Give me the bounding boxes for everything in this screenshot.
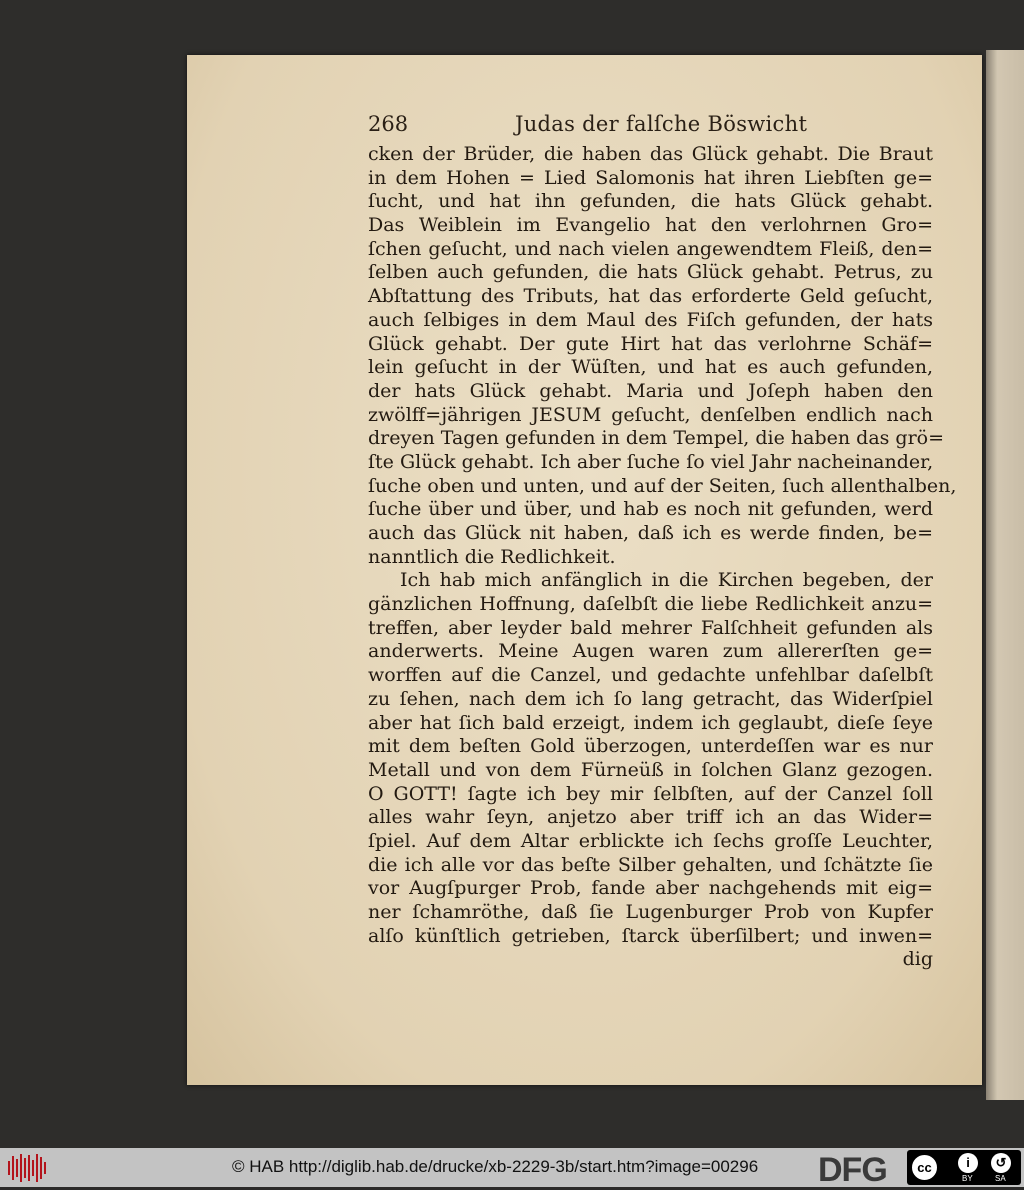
footer-bar xyxy=(0,1148,1024,1187)
attribution-icon: i xyxy=(958,1153,978,1173)
text-line: worffen auf die Canzel, und gedachte unfehlbar daſelbſt xyxy=(368,664,933,687)
adjacent-page-edge xyxy=(986,50,1024,1100)
text-line: Metall und von dem Fürneüß in ſolchen Glanz gezogen. xyxy=(368,758,933,781)
copyright-link[interactable]: © HAB http://diglib.hab.de/drucke/xb-2229-3b/start.htm?image=00296 xyxy=(232,1157,759,1176)
text-line: ſuche über und über, und hab es noch nit gefunden, werd xyxy=(368,498,933,521)
text-line: anderwerts. Meine Augen waren zum allererſten ge= xyxy=(368,640,933,663)
text-line: zu ſehen, nach dem ich ſo lang getracht, das Widerſpiel xyxy=(368,687,933,710)
running-title: Judas der falſche Böswicht xyxy=(515,112,808,136)
text-line: aber hat ſich bald erzeigt, indem ich geglaubt, dieſe ſeye xyxy=(368,711,933,734)
text-line: gänzlichen Hoffnung, daſelbſt die liebe Redlichkeit anzu= xyxy=(368,593,933,616)
text-line: Ich hab mich anfänglich in die Kirchen begeben, der xyxy=(400,569,933,592)
text-line: Das Weiblein im Evangelio hat den verlohrnen Gro= xyxy=(368,214,933,237)
text-line: vor Augſpurger Prob, fande aber nachgehends mit eig= xyxy=(368,877,933,900)
body-text xyxy=(368,143,957,972)
text-line: ſchen geſucht, und nach vielen angewendtem Fleiß, den= xyxy=(368,237,933,260)
text-line: alles wahr ſeyn, anjetzo aber triff ich an das Wider= xyxy=(368,806,933,829)
text-line: ſelben auch gefunden, die hats Glück gehabt. Petrus, zu xyxy=(368,261,933,284)
text-line: cken der Brüder, die haben das Glück gehabt. Die Braut xyxy=(368,143,933,165)
share-alike-icon: ↺ xyxy=(991,1153,1011,1173)
text-line: lein geſucht in der Wüſten, und hat es auch gefunden, xyxy=(368,356,933,379)
sa-label: SA xyxy=(995,1174,1006,1183)
text-line: ſuche oben und unten, und auf der Seiten, ſuch allenthalben, xyxy=(368,474,957,497)
text-line: der hats Glück gehabt. Maria und Joſeph haben den xyxy=(368,379,933,402)
page-number: 268 xyxy=(368,112,409,136)
cc-icon: cc xyxy=(910,1153,939,1182)
text-line: auch das Glück nit haben, daß ich es werde finden, be= xyxy=(368,522,933,544)
text-line: nanntlich die Redlichkeit. xyxy=(368,545,616,568)
text-line: Abſtattung des Tributs, hat das erforderte Geld geſucht, xyxy=(368,285,933,308)
text-line: alſo künſtlich getrieben, ſtarck überſilbert; und inwen= xyxy=(368,924,933,947)
text-line: dig xyxy=(902,948,933,971)
dfg-logo[interactable]: DFG xyxy=(818,1151,887,1189)
by-label: BY xyxy=(962,1174,973,1183)
text-line: ſpiel. Auf dem Altar erblickte ich ſechs groſſe Leuchter, xyxy=(368,829,933,852)
text-line: auch ſelbiges in dem Maul des Fiſch gefunden, der hats xyxy=(368,308,933,331)
page-header xyxy=(368,112,933,142)
text-line: O GOTT! ſagte ich bey mir ſelbſten, auf der Canzel ſoll xyxy=(368,782,933,805)
text-line: treffen, aber leyder bald mehrer Falſchheit gefunden als xyxy=(368,616,933,639)
text-line: dreyen Tagen gefunden in dem Tempel, die haben das grö= xyxy=(368,427,945,450)
cc-license-badge[interactable] xyxy=(907,1150,1021,1185)
text-line: ner ſchamröthe, daß ſie Lugenburger Prob von Kupfer xyxy=(368,901,933,923)
text-line: die ich alle vor das beſte Silber gehalten, und ſchätzte ſie xyxy=(368,853,933,876)
hab-logo-icon[interactable] xyxy=(8,1154,48,1182)
text-line: ſte Glück gehabt. Ich aber ſuche ſo viel Jahr nacheinander, xyxy=(368,450,934,473)
text-line: zwölff=jährigen JESUM geſucht, denſelben endlich nach xyxy=(368,403,933,426)
text-line: ſucht, und hat ihn gefunden, die hats Glück gehabt. xyxy=(368,190,933,213)
text-line: mit dem beſten Gold überzogen, unterdeſſen war es nur xyxy=(368,735,933,758)
text-line: Glück gehabt. Der gute Hirt hat das verlohrne Schäf= xyxy=(368,332,933,355)
text-line: in dem Hohen = Lied Salomonis hat ihren Liebſten ge= xyxy=(368,166,933,189)
